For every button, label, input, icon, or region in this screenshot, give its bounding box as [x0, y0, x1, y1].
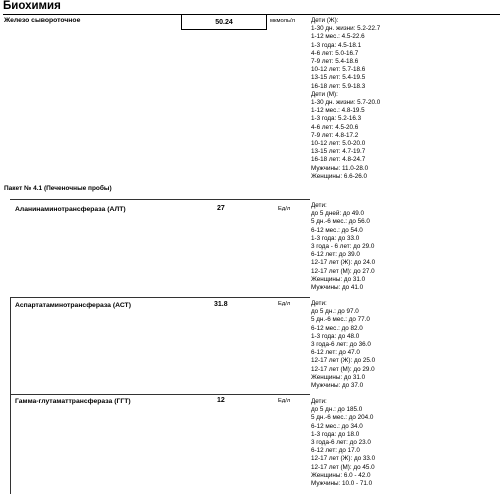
- reference-range-line: Женщины: 6.6-26.0: [311, 172, 368, 180]
- unit-ast: Ед/л: [278, 301, 291, 307]
- reference-range-line: Дети (М):: [311, 90, 338, 98]
- reference-range-line: Дети (Ж):: [311, 17, 339, 24]
- reference-range-line: 7-9 лет: 4.8-17.2: [311, 131, 359, 139]
- row-divider: [10, 297, 310, 298]
- test-value-ast: 31.8: [214, 301, 228, 308]
- value-text: 50.24: [215, 18, 233, 26]
- reference-range-line: 6-12 лет: до 47.0: [311, 349, 360, 357]
- section-title: Биохимия: [3, 0, 61, 12]
- reference-range-line: 1-12 мес.: 4.8-19.5: [311, 107, 365, 115]
- reference-range-line: 16-18 лет: 5.9-18.3: [311, 82, 366, 90]
- reference-range-line: 4-6 лет: 4.5-20.6: [311, 123, 359, 131]
- reference-range-line: 12-17 лет (Ж): до 25.0: [311, 357, 376, 365]
- reference-range-line: 1-3 года: до 18.0: [311, 430, 360, 438]
- reference-range-line: 12-17 лет (М): до 27.0: [311, 267, 375, 275]
- reference-range-line: 13-15 лет: 4.7-19.7: [311, 148, 366, 156]
- test-value-iron: [181, 14, 267, 30]
- test-name-alt: Аланинаминотрансфераза (АЛТ): [15, 206, 126, 213]
- unit-iron: мкмоль/л: [270, 18, 295, 24]
- reference-range-line: 6-12 лет: до 39.0: [311, 251, 360, 259]
- reference-range-line: до 5 дн.: до 97.0: [311, 308, 359, 316]
- reference-ranges-iron: [311, 17, 380, 181]
- reference-range-line: 10-12 лет: 5.0-20.0: [311, 140, 366, 148]
- test-name-iron: Железо сывороточное: [4, 17, 81, 24]
- test-value-alt: 27: [217, 205, 225, 212]
- row-divider-vertical: [10, 394, 11, 494]
- reference-range-line: Дети:: [311, 398, 327, 405]
- reference-range-line: Мужчины: до 37.0: [311, 382, 364, 390]
- reference-range-line: 3 года-6 лет: до 23.0: [311, 439, 371, 447]
- unit-alt: Ед/л: [278, 206, 291, 212]
- reference-range-line: 12-17 лет (Ж): до 33.0: [311, 455, 376, 463]
- reference-range-line: 1-12 мес.: 4.5-22.6: [311, 33, 365, 41]
- reference-range-line: 5 дн.-6 мес.: до 56.0: [311, 218, 370, 226]
- reference-range-line: 1-3 года: до 33.0: [311, 234, 360, 242]
- reference-range-line: 1-3 года: до 48.0: [311, 332, 360, 340]
- reference-range-line: 6-12 мес.: до 82.0: [311, 324, 363, 332]
- reference-range-line: 16-18 лет: 4.8-24.7: [311, 156, 366, 164]
- reference-range-line: 1-3 года: 5.2-16.3: [311, 115, 362, 123]
- reference-ranges-ast: [311, 300, 375, 390]
- reference-range-line: 6-12 лет: до 17.0: [311, 447, 360, 455]
- reference-range-line: до 5 дн.: до 185.0: [311, 406, 363, 414]
- reference-range-line: Женщины: до 31.0: [311, 275, 366, 283]
- row-divider-vertical: [10, 297, 11, 394]
- reference-range-line: 6-12 мес.: до 34.0: [311, 422, 363, 430]
- reference-range-line: Женщины: 6.0 - 42.0: [311, 471, 371, 479]
- reference-range-line: Дети:: [311, 300, 327, 307]
- reference-range-line: 1-30 дн. жизни: 5.7-20.0: [311, 99, 381, 107]
- reference-range-line: 4-6 лет: 5.0-16.7: [311, 49, 359, 57]
- reference-range-line: 12-17 лет (Ж): до 24.0: [311, 259, 376, 267]
- reference-range-line: 5 дн.-6 мес.: до 77.0: [311, 316, 370, 324]
- package-title: Пакет № 4.1 (Печеночные пробы): [4, 185, 112, 192]
- reference-range-line: 12-17 лет (М): до 29.0: [311, 365, 375, 373]
- unit-ggt: Ед/л: [278, 398, 291, 404]
- reference-ranges-alt: [311, 202, 375, 292]
- row-divider: [10, 394, 310, 395]
- reference-range-line: 5 дн.-6 мес.: до 204.0: [311, 414, 374, 422]
- reference-range-line: 1-3 года: 4.5-18.1: [311, 41, 362, 49]
- reference-range-line: 3 года - 6 лет: до 29.0: [311, 243, 375, 251]
- reference-range-line: 13-15 лет: 5.4-19.5: [311, 74, 366, 82]
- reference-range-line: Женщины: до 31.0: [311, 373, 366, 381]
- reference-range-line: 10-12 лет: 5.7-18.6: [311, 66, 366, 74]
- test-value-ggt: 12: [217, 397, 225, 404]
- test-name-ggt: Гамма-глутаматтрансфераза (ГГТ): [15, 398, 131, 405]
- row-divider: [10, 199, 310, 200]
- reference-range-line: до 5 дней: до 49.0: [311, 210, 365, 218]
- reference-range-line: 1-30 дн. жизни: 5.2-22.7: [311, 25, 381, 33]
- reference-range-line: Мужчины: 10.0 - 71.0: [311, 480, 373, 488]
- test-name-ast: Аспартатаминотрансфераза (АСТ): [15, 302, 131, 309]
- reference-range-line: 12-17 лет (М): до 45.0: [311, 463, 375, 471]
- reference-range-line: 3 года-6 лет: до 36.0: [311, 341, 371, 349]
- reference-range-line: 7-9 лет: 5.4-18.6: [311, 58, 359, 66]
- reference-range-line: 6-12 мес.: до 54.0: [311, 226, 363, 234]
- reference-range-line: Дети:: [311, 202, 327, 209]
- reference-ranges-ggt: [311, 398, 375, 488]
- reference-range-line: Мужчины: 11.0-28.0: [311, 164, 369, 172]
- reference-range-line: Мужчины: до 41.0: [311, 284, 364, 292]
